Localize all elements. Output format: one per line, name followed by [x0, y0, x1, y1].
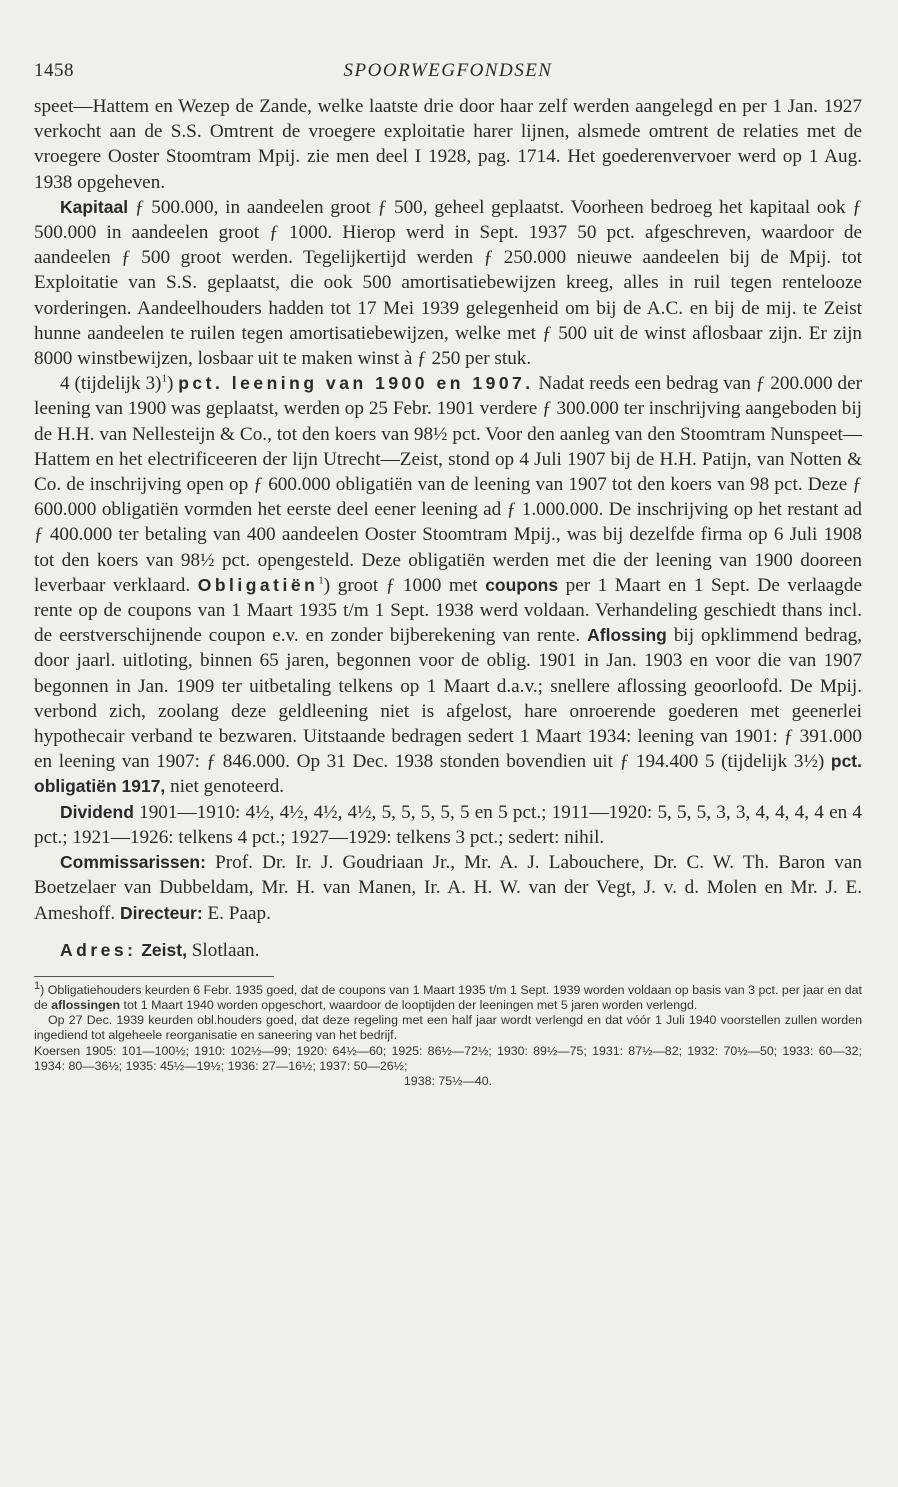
koersen-line: Koersen 1905: 101—100½; 1910: 102½—99; 1920: 64½—60; 1925: 86½—72½; 1930: 89½—75; 1931: 87½—82; 1932: 70½—50; 1933: 60—32; 1934: 80—36½; 1935: 45½—19½; 1936: 27—16½; 1937: 50—26½;	[34, 1043, 862, 1073]
address-line	[34, 940, 862, 962]
kapitaal-text: ƒ 500.000, in aandeelen groot ƒ 500, geheel geplaatst. Voorheen bedroeg het kapitaal ook ƒ 500.000 in aandeelen groot ƒ 1000. Hierop werd in Sept. 1937 50 pct. afgeschreven, waardoor de aandeelen ƒ 500 groot werden. Tegelijkertijd werden ƒ 250.000 nieuwe aandeelen bij de Mpij. tot Exploitatie van S.S. geplaatst, die ook 500 amortisatiebewijzen kreeg, alles in ruil tegen rentelooze vorderingen. Aandeelhouders hadden tot 17 Mei 1939 gelegenheid om bij de A.C. en bij de mij. te Zeist hunne aandeelen te ruilen tegen amortisatiebewijzen, welke met ƒ 500 uit de winst aflosbaar zijn. Er zijn 8000 winstbewijzen, losbaar uit te maken winst à ƒ 250 per stuk.	[34, 196, 862, 370]
dividend-label: Dividend	[60, 801, 134, 822]
adres-street: Slotlaan.	[186, 939, 260, 961]
commissarissen-paragraph	[34, 850, 862, 926]
kapitaal-label: Kapitaal	[60, 196, 129, 217]
leening-prefix-close: )	[166, 373, 179, 395]
obligatien-1917-label: pct. obligatiën 1917,	[34, 751, 862, 797]
footnote-1-text-b: tot 1 Maart 1940 worden opgeschort, waardoor de looptijden der leeningen met 5 jaren worden verlengd.	[120, 997, 698, 1012]
leening-label: pct. leening van 1900 en 1907.	[178, 373, 534, 394]
aflossing-label: Aflossing	[587, 625, 667, 646]
running-title: SPOORWEGFONDSEN	[343, 60, 553, 81]
page-header	[34, 60, 862, 94]
footnote-number: 1	[34, 979, 41, 992]
footnotes	[34, 979, 862, 1089]
intro-paragraph: speet—Hattem en Wezep de Zande, welke laatste drie door haar zelf werden aangelegd en per 1 Jan. 1927 verkocht aan de S.S. Omtrent de vroegere exploitatie harer lijnen, alsmede omtrent de relaties met de vroegere Ooster Stoomtram Mpij. zie men deel I 1928, pag. 1714. Het goederenvervoer werd op 1 Aug. 1938 opgeheven.	[34, 96, 862, 193]
obligatien-label: Obligatiën	[197, 574, 319, 595]
footnote-divider	[34, 976, 274, 977]
footnote-1-text-a: ) Obligatiehouders keurden 6 Febr. 1935 goed, dat de coupons van 1 Maart 1935 t/m 1 Sept. 1939 worden voldaan op basis van 3 pct. per jaar en dat de	[34, 982, 862, 1012]
footnote-ref: 1	[318, 574, 324, 587]
footnote-ref: 1	[161, 372, 167, 385]
leening-text-2: ) groot ƒ 1000 met	[323, 574, 486, 596]
footnote-1-bold: aflossingen	[51, 997, 121, 1012]
leening-text-1: Nadat reeds een bedrag van ƒ 200.000 der leening van 1900 was geplaatst, werden op 25 Febr. 1901 verdere ƒ 300.000 ter inschrijving aangeboden bij de H.H. van Nellesteijn & Co., tot den koers van 98½ pct. Voor den aanleg van den Stoomtram Nunspeet—Hattem en het electrificeeren der lijn Utrecht—Zeist, stond op 4 Juli 1907 bij de H.H. Patijn, van Notten & Co. de inschrijving open op ƒ 600.000 obligatiën van de leening van 1907 tot den koers van 98 pct. Deze ƒ 600.000 obligatiën vormden het eerste deel eener leening ad ƒ 1.000.000. De inschrijving op het restant ad ƒ 400.000 ter betaling van 400 aandeelen Ooster Stoomtram Mpij., was bij dezelfde firma op 6 Juli 1908 tot den koers van 98½ pct. opengesteld. Deze obligatiën werden met die der leening van 1900 dooreen leverbaar verklaard.	[34, 373, 863, 596]
dividend-text: 1901—1910: 4½, 4½, 4½, 4½, 5, 5, 5, 5, 5 en 5 pct.; 1911—1920: 5, 5, 5, 3, 3, 4, 4, 4, 4 en 4 pct.; 1921—1926: telkens 4 pct.; 1927—1929: telkens 3 pct.; sedert: nihil.	[34, 801, 862, 848]
leening-text-5: niet genoteerd.	[165, 776, 285, 798]
leening-paragraph	[34, 371, 862, 799]
coupons-label: coupons	[485, 574, 559, 595]
directeur-label: Directeur:	[119, 902, 203, 923]
kapitaal-paragraph	[34, 195, 862, 371]
adres-city: Zeist,	[141, 939, 187, 960]
leening-text-3: per 1 Maart en 1 Sept. De verlaagde rente op de coupons van 1 Maart 1935 t/m 1 Sept. 1938 werd voldaan. Verhandeling geschiedt thans incl. de eerstverschijnende coupon e.v. en zonder bijberekening van rente.	[34, 574, 862, 647]
commissarissen-label: Commissarissen:	[60, 852, 206, 873]
body-text	[34, 94, 862, 926]
directeur-text: E. Paap.	[202, 902, 271, 924]
footnote-1	[34, 979, 862, 1013]
leening-text-4: bij opklimmend bedrag, door jaarl. uitloting, binnen 65 jaren, begonnen voor de oblig. 1901 in Jan. 1903 en voor die van 1907 begonnen in Jan. 1909 ter uitbetaling telkens op 1 Maart d.a.v.; snellere aflossing geoorloofd. De Mpij. verbond zich, zoolang deze geldleening niet is afgelost, hare onroerende goederen met geenerlei hypothecair verband te bezwaren. Uitstaande bedragen sedert 1 Maart 1934: leening van 1901: ƒ 391.000 en leening van 1907: ƒ 846.000. Op 31 Dec. 1938 stonden bovendien uit ƒ 194.400 5 (tijdelijk 3½)	[34, 625, 862, 773]
footnote-2: Op 27 Dec. 1939 keurden obl.houders goed, dat deze regeling met een half jaar wordt verlengd en dat vóór 1 Juli 1940 voorstellen zullen worden ingediend tot algeheele reorganisatie en saneering van het bedrijf.	[34, 1013, 862, 1043]
dividend-paragraph	[34, 800, 862, 850]
adres-label: Adres:	[60, 939, 137, 960]
commissarissen-text: Prof. Dr. Ir. J. Goudriaan Jr., Mr. A. J. Labouchere, Dr. C. W. Th. Baron van Boetzelaer van Dubbeldam, Mr. H. van Manen, Ir. A. H. W. van der Vegt, J. v. d. Molen en Mr. J. E. Ameshoff.	[34, 852, 862, 924]
page-number: 1458	[34, 60, 74, 81]
leening-prefix: 4 (tijdelijk 3)	[60, 373, 162, 395]
koersen-last-line: 1938: 75½—40.	[403, 1073, 493, 1088]
